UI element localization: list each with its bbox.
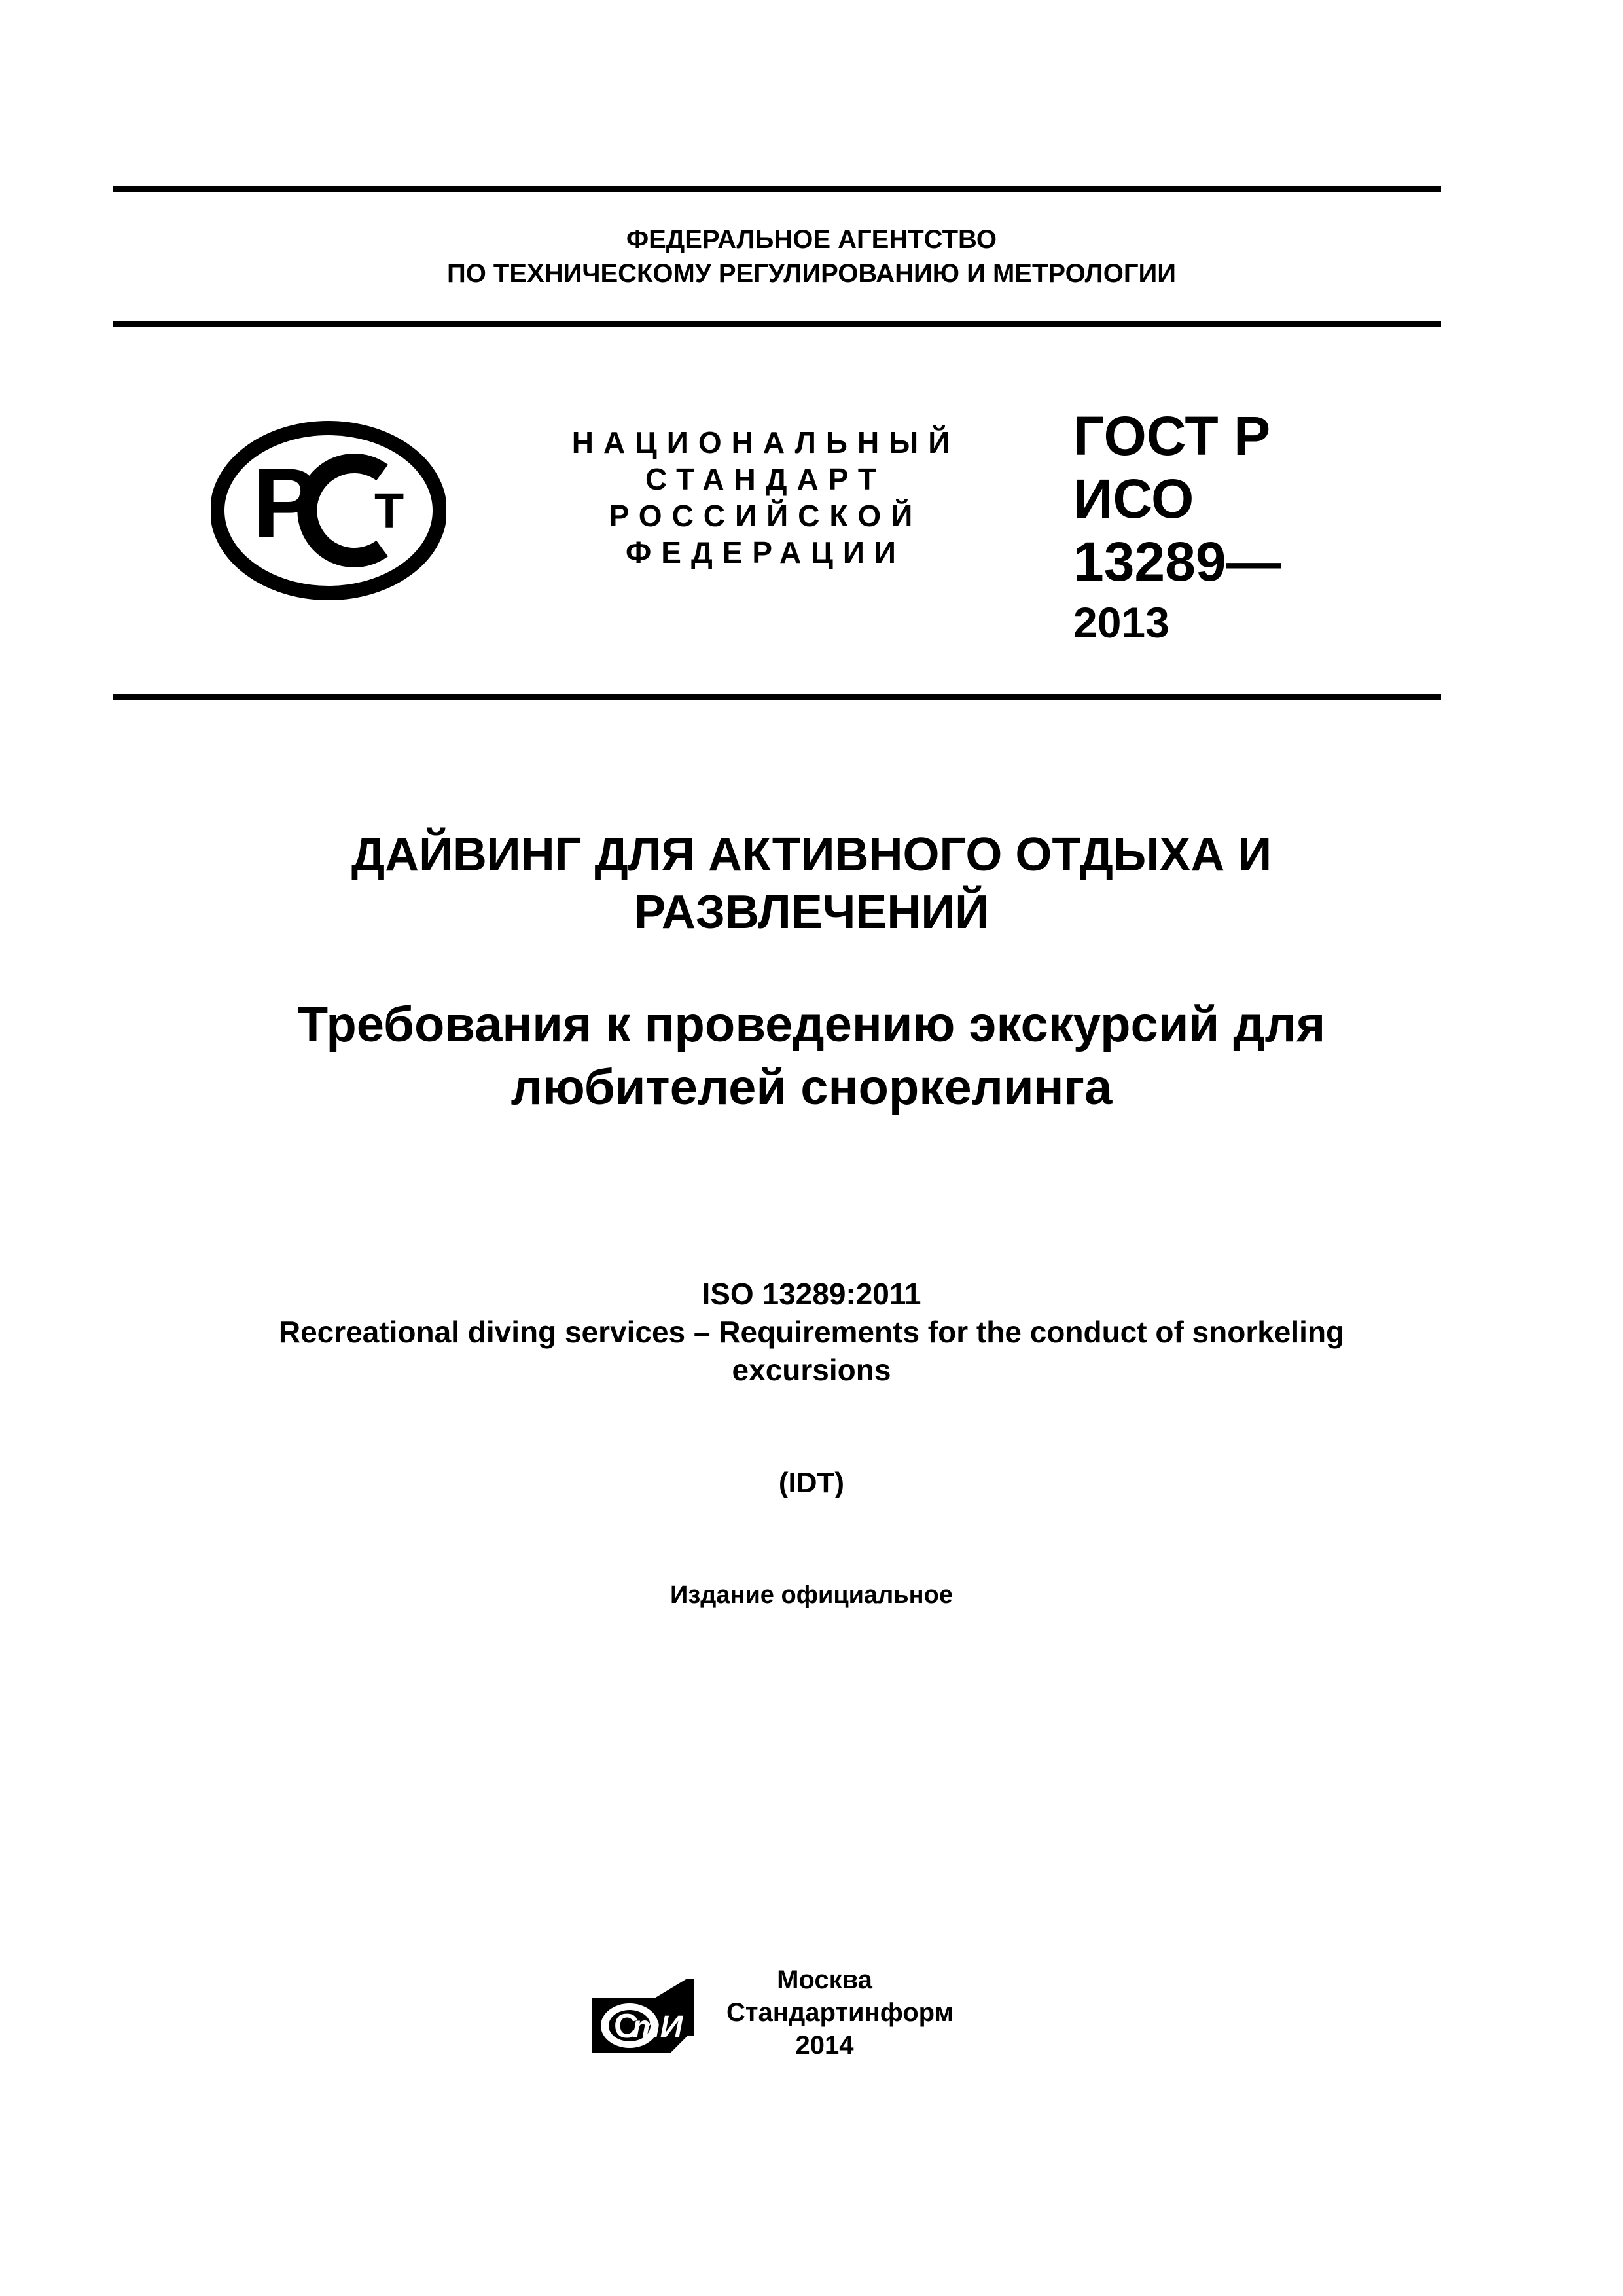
top-rule <box>113 186 1441 192</box>
idt-label: (IDT) <box>778 1467 845 1499</box>
national-line-1: НАЦИОНАЛЬНЫЙ <box>571 425 960 459</box>
gost-designation <box>1073 404 1281 652</box>
national-standard-label <box>550 424 982 571</box>
iso-title-line-1: Recreational diving services – Requirements for the conduct of snorkeling <box>278 1315 1345 1349</box>
gost-line-1: ГОСТ Р <box>1073 405 1271 467</box>
gost-line-3: 13289— <box>1073 531 1281 592</box>
gost-year: 2013 <box>1073 598 1169 647</box>
agency-rule <box>113 321 1441 327</box>
publisher-block <box>726 1964 954 2062</box>
gost-line-2: ИСО <box>1073 468 1194 529</box>
agency-line-1: ФЕДЕРАЛЬНОЕ АГЕНТСТВО <box>626 225 997 254</box>
title-line-2: РАЗВЛЕЧЕНИЙ <box>634 886 989 939</box>
subtitle-line-1: Требования к проведению экскурсий для <box>297 997 1326 1052</box>
document-subtitle <box>0 994 1623 1119</box>
title-line-1: ДАЙВИНГ ДЛЯ АКТИВНОГО ОТДЫХА И <box>351 829 1272 881</box>
standartinform-logo-text: С <box>614 2007 639 2045</box>
iso-number: ISO 13289:2011 <box>702 1277 921 1311</box>
subtitle-line-2: любителей сноркелинга <box>510 1060 1113 1115</box>
edition-label: Издание официальное <box>670 1581 953 1609</box>
standartinform-logo-text-ti: тИ <box>632 2010 683 2045</box>
agency-header <box>0 223 1623 291</box>
iso-reference <box>0 1275 1623 1389</box>
national-line-3: РОССИЙСКОЙ <box>609 499 923 533</box>
national-line-2: СТАНДАРТ <box>645 462 886 496</box>
title-rule <box>113 694 1441 700</box>
publisher-year: 2014 <box>795 2031 854 2060</box>
document-title <box>0 826 1623 941</box>
publisher-name: Стандартинформ <box>726 1998 954 2027</box>
rst-logo <box>211 419 446 602</box>
rst-logo-text-t: T <box>374 484 404 538</box>
standartinform-logo <box>589 1973 720 2055</box>
national-line-4: ФЕДЕРАЦИИ <box>626 535 906 569</box>
iso-title-line-2: excursions <box>732 1353 891 1387</box>
rst-logo-text-p: P <box>253 448 319 558</box>
publisher-city: Москва <box>777 1965 872 1994</box>
agency-line-2: ПО ТЕХНИЧЕСКОМУ РЕГУЛИРОВАНИЮ И МЕТРОЛОГИИ <box>446 259 1177 288</box>
